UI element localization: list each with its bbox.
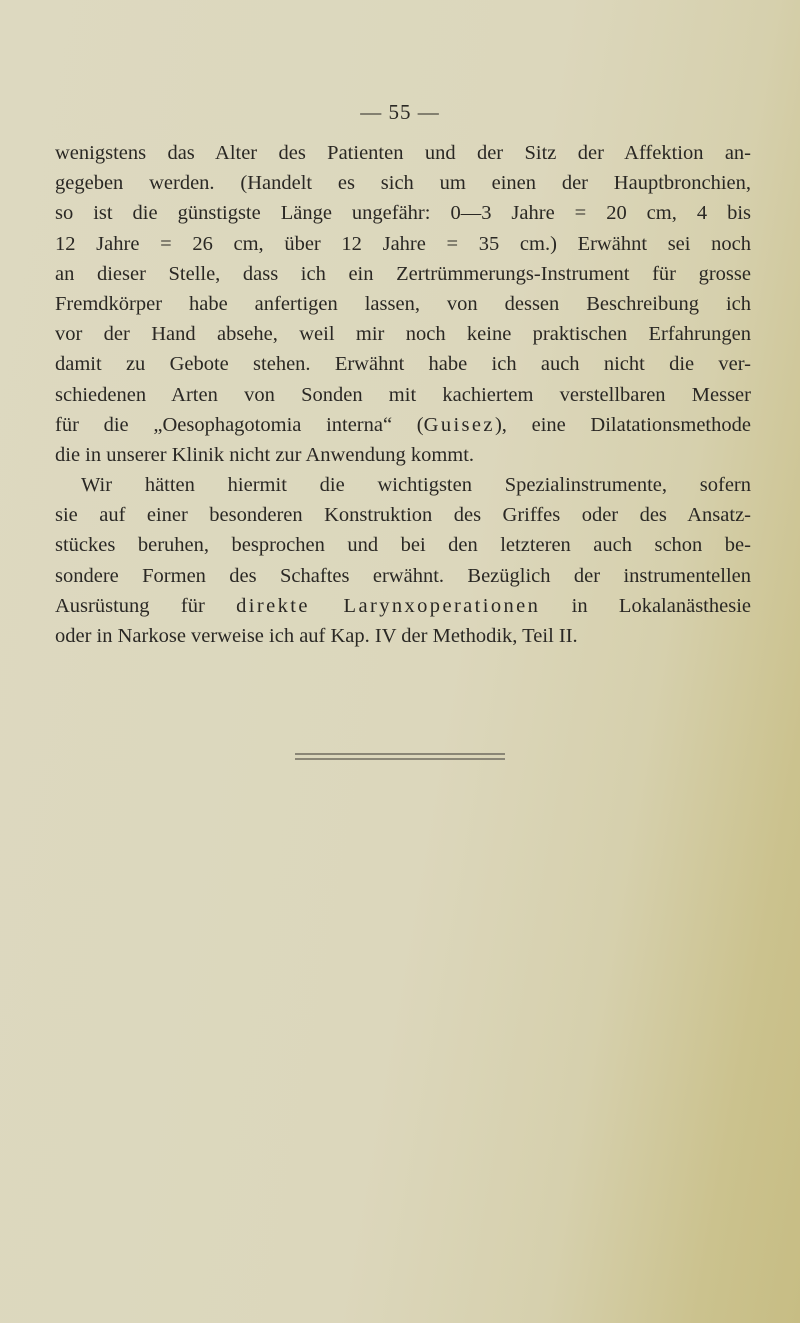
- section-divider-bottom: [295, 758, 505, 760]
- paragraph-1: [55, 138, 751, 470]
- text-line: wenigstens das Alter des Patienten und der Sitz der Affektion an-: [55, 142, 751, 164]
- emphasized-term: direkte Larynxoperationen: [236, 594, 541, 617]
- text-segment: ), eine Dilatationsmethode: [494, 413, 751, 436]
- author-name: Guisez: [423, 413, 495, 436]
- text-line: an dieser Stelle, dass ich ein Zertrümmerungs-Instrument für grosse: [55, 262, 751, 285]
- text-line: Fremdkörper habe anfertigen lassen, von dessen Beschreibung ich: [55, 292, 751, 315]
- text-line: so ist die günstigste Länge ungefähr: 0—3 Jahre = 20 cm, 4 bis: [55, 202, 751, 225]
- text-line: die in unserer Klinik nicht zur Anwendung kommt.: [55, 443, 475, 466]
- text-segment: für die „Oesophagotomia interna“ (: [55, 413, 424, 436]
- text-line: Wir hätten hiermit die wichtigsten Spezialinstrumente, sofern: [81, 474, 751, 497]
- text-line: oder in Narkose verweise ich auf Kap. IV der Methodik, Teil II.: [55, 625, 578, 647]
- text-line: damit zu Gebote stehen. Erwähnt habe ich auch nicht die ver-: [55, 353, 751, 376]
- text-line: [55, 591, 751, 621]
- text-line: [55, 410, 751, 440]
- text-line: 12 Jahre = 26 cm, über 12 Jahre = 35 cm.) Erwähnt sei noch: [55, 232, 751, 255]
- text-line: schiedenen Arten von Sonden mit kachiertem verstellbaren Messer: [55, 383, 751, 406]
- paragraph-2: [55, 470, 751, 651]
- text-line: sondere Formen des Schaftes erwähnt. Bezüglich der instrumentellen: [55, 564, 751, 587]
- page-number: — 55 —: [360, 100, 440, 124]
- text-line: gegeben werden. (Handelt es sich um einen der Hauptbronchien,: [55, 172, 751, 195]
- text-line: vor der Hand absehe, weil mir noch keine praktischen Erfahrungen: [55, 323, 751, 346]
- text-line: sie auf einer besonderen Konstruktion des Griffes oder des Ansatz-: [55, 504, 751, 527]
- body-text: [55, 138, 751, 651]
- text-segment: Ausrüstung für: [55, 594, 237, 617]
- section-divider-top: [295, 753, 505, 755]
- text-line: stückes beruhen, besprochen und bei den letzteren auch schon be-: [55, 534, 751, 557]
- text-segment: in Lokalanästhesie: [540, 594, 751, 617]
